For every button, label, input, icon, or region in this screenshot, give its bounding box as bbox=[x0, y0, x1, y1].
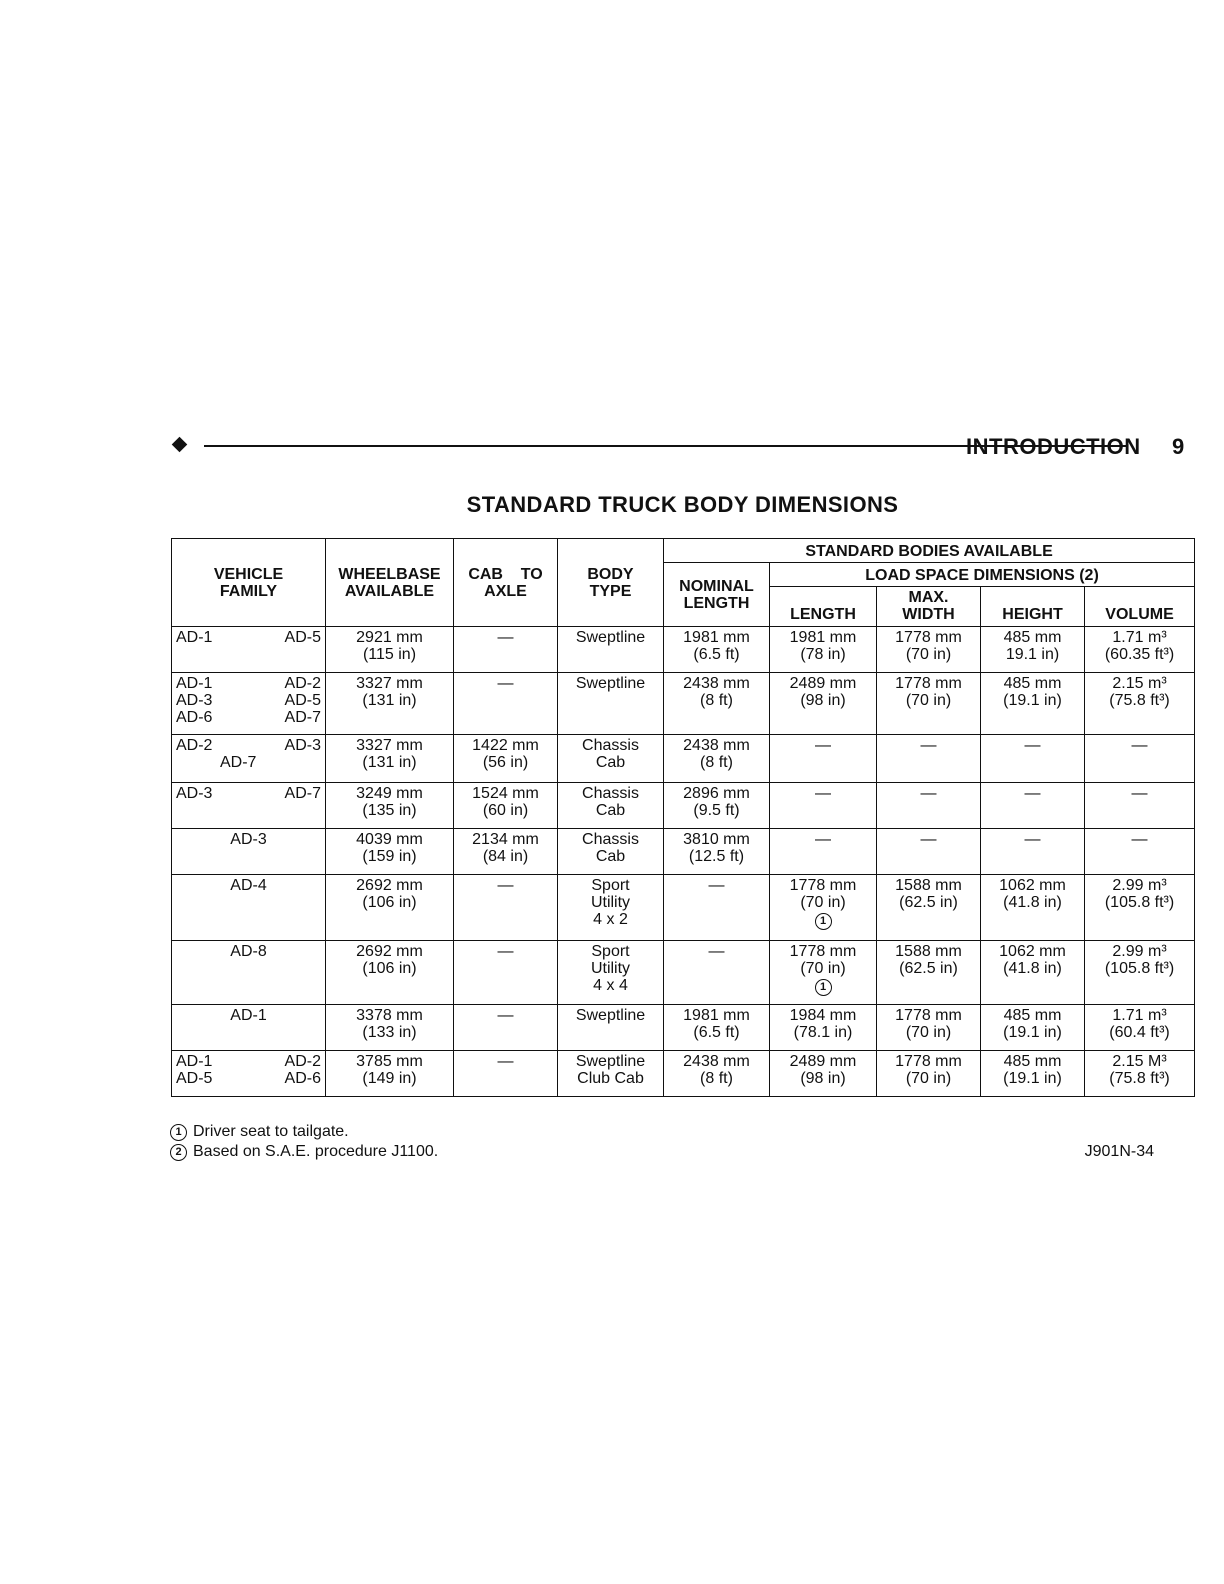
cell-length: 2489 mm (98 in) bbox=[770, 1051, 877, 1097]
cell-volume: 2.99 m³ (105.8 ft³) bbox=[1085, 875, 1195, 941]
cell-width: 1778 mm (70 in) bbox=[877, 1051, 981, 1097]
family-list: AD-1 AD-2 AD-5 AD-6 bbox=[176, 1053, 321, 1087]
header-family: VEHICLE FAMILY bbox=[172, 539, 326, 627]
table-row bbox=[172, 1005, 1195, 1051]
family-list: AD-4 bbox=[230, 877, 267, 894]
dimensions-table bbox=[171, 538, 1195, 1097]
cell-wheelbase: 3327 mm (131 in) bbox=[326, 673, 454, 735]
cell-wheelbase: 2692 mm (106 in) bbox=[326, 941, 454, 1005]
cell-length: 1981 mm (78 in) bbox=[770, 627, 877, 673]
cell-nominal: 2438 mm (8 ft) bbox=[664, 735, 770, 783]
cell-cab: — bbox=[454, 1051, 558, 1097]
cell-length: 1984 mm (78.1 in) bbox=[770, 1005, 877, 1051]
cell-height: 1062 mm (41.8 in) bbox=[981, 941, 1085, 1005]
header-max-width: MAX. WIDTH bbox=[877, 587, 981, 627]
cell-body: Chassis Cab bbox=[558, 783, 664, 829]
table-row bbox=[172, 829, 1195, 875]
figure-code: J901N-34 bbox=[1084, 1143, 1154, 1160]
circled-number-icon: 2 bbox=[170, 1144, 187, 1161]
cell-body: Sport Utility 4 x 4 bbox=[558, 941, 664, 1005]
cell-body: Sweptline bbox=[558, 1005, 664, 1051]
cell-body: Chassis Cab bbox=[558, 735, 664, 783]
cell-cab: — bbox=[454, 941, 558, 1005]
family-list: AD-2 AD-3 AD-7 bbox=[176, 737, 321, 771]
cell-family bbox=[172, 829, 326, 875]
page-title: STANDARD TRUCK BODY DIMENSIONS bbox=[466, 492, 899, 517]
cell-body: Sport Utility 4 x 2 bbox=[558, 875, 664, 941]
cell-width: 1778 mm (70 in) bbox=[877, 1005, 981, 1051]
circled-number-icon: 1 bbox=[170, 1124, 187, 1141]
cell-length: — bbox=[770, 829, 877, 875]
cell-width: — bbox=[877, 735, 981, 783]
cell-wheelbase: 2692 mm (106 in) bbox=[326, 875, 454, 941]
cell-height: 485 mm (19.1 in) bbox=[981, 673, 1085, 735]
cell-cab: — bbox=[454, 673, 558, 735]
cell-volume: 1.71 m³ (60.4 ft³) bbox=[1085, 1005, 1195, 1051]
cell-body: Sweptline Club Cab bbox=[558, 1051, 664, 1097]
cell-family bbox=[172, 1051, 326, 1097]
cell-height: 1062 mm (41.8 in) bbox=[981, 875, 1085, 941]
cell-family bbox=[172, 1005, 326, 1051]
cell-length: 2489 mm (98 in) bbox=[770, 673, 877, 735]
cell-wheelbase: 3378 mm (133 in) bbox=[326, 1005, 454, 1051]
cell-cab: — bbox=[454, 875, 558, 941]
header-body-type: BODY TYPE bbox=[558, 539, 664, 627]
cell-wheelbase: 4039 mm (159 in) bbox=[326, 829, 454, 875]
cell-wheelbase: 3327 mm (131 in) bbox=[326, 735, 454, 783]
cell-length: 1778 mm (70 in) 1 bbox=[770, 941, 877, 1005]
cell-height: 485 mm (19.1 in) bbox=[981, 1005, 1085, 1051]
cell-family bbox=[172, 627, 326, 673]
diamond-icon bbox=[172, 437, 188, 453]
section-title: INTRODUCTION bbox=[966, 434, 1141, 459]
footnote-2: 2 Based on S.A.E. procedure J1100. bbox=[170, 1142, 1200, 1162]
cell-family bbox=[172, 941, 326, 1005]
cell-family bbox=[172, 673, 326, 735]
cell-family bbox=[172, 875, 326, 941]
table-row bbox=[172, 627, 1195, 673]
cell-width: — bbox=[877, 829, 981, 875]
family-list: AD-3 AD-7 bbox=[176, 785, 321, 802]
family-list: AD-1 bbox=[230, 1007, 267, 1024]
cell-nominal: 2438 mm (8 ft) bbox=[664, 1051, 770, 1097]
table-row bbox=[172, 735, 1195, 783]
cell-length: — bbox=[770, 735, 877, 783]
footnotes bbox=[170, 1122, 1200, 1162]
table-body bbox=[172, 627, 1195, 1097]
circled-number-icon: 1 bbox=[815, 913, 832, 930]
cell-cab: — bbox=[454, 1005, 558, 1051]
cell-body: Chassis Cab bbox=[558, 829, 664, 875]
header-standard-bodies: STANDARD BODIES AVAILABLE bbox=[664, 539, 1195, 563]
table-row bbox=[172, 875, 1195, 941]
cell-cab: 1524 mm (60 in) bbox=[454, 783, 558, 829]
cell-wheelbase: 2921 mm (115 in) bbox=[326, 627, 454, 673]
cell-height: 485 mm 19.1 in) bbox=[981, 627, 1085, 673]
table-row bbox=[172, 1051, 1195, 1097]
header-wheelbase: WHEELBASE AVAILABLE bbox=[326, 539, 454, 627]
header-height: HEIGHT bbox=[981, 587, 1085, 627]
cell-body: Sweptline bbox=[558, 627, 664, 673]
page-header bbox=[170, 432, 1202, 462]
cell-nominal: 1981 mm (6.5 ft) bbox=[664, 627, 770, 673]
cell-volume: 2.15 m³ (75.8 ft³) bbox=[1085, 673, 1195, 735]
cell-family bbox=[172, 783, 326, 829]
cell-length: 1778 mm (70 in) 1 bbox=[770, 875, 877, 941]
cell-cab: 1422 mm (56 in) bbox=[454, 735, 558, 783]
cell-wheelbase: 3249 mm (135 in) bbox=[326, 783, 454, 829]
cell-height: — bbox=[981, 783, 1085, 829]
cell-family bbox=[172, 735, 326, 783]
cell-height: — bbox=[981, 829, 1085, 875]
circled-number-icon: 1 bbox=[815, 979, 832, 996]
header-nominal-length: NOMINAL LENGTH bbox=[664, 563, 770, 627]
family-list: AD-8 bbox=[230, 943, 267, 960]
cell-nominal: 3810 mm (12.5 ft) bbox=[664, 829, 770, 875]
page-number: 9 bbox=[1172, 434, 1185, 459]
header-volume: VOLUME bbox=[1085, 587, 1195, 627]
cell-height: — bbox=[981, 735, 1085, 783]
cell-width: — bbox=[877, 783, 981, 829]
cell-volume: — bbox=[1085, 783, 1195, 829]
cell-nominal: — bbox=[664, 941, 770, 1005]
cell-length: — bbox=[770, 783, 877, 829]
cell-volume: 2.99 m³ (105.8 ft³) bbox=[1085, 941, 1195, 1005]
header-length: LENGTH bbox=[770, 587, 877, 627]
cell-volume: 1.71 m³ (60.35 ft³) bbox=[1085, 627, 1195, 673]
cell-cab: 2134 mm (84 in) bbox=[454, 829, 558, 875]
cell-width: 1778 mm (70 in) bbox=[877, 627, 981, 673]
table-row bbox=[172, 783, 1195, 829]
cell-nominal: — bbox=[664, 875, 770, 941]
footnote-1: 1 Driver seat to tailgate. bbox=[170, 1122, 1200, 1142]
cell-body: Sweptline bbox=[558, 673, 664, 735]
cell-wheelbase: 3785 mm (149 in) bbox=[326, 1051, 454, 1097]
cell-nominal: 1981 mm (6.5 ft) bbox=[664, 1005, 770, 1051]
cell-volume: 2.15 M³ (75.8 ft³) bbox=[1085, 1051, 1195, 1097]
header-cab-axle: CAB TO AXLE bbox=[454, 539, 558, 627]
family-list: AD-3 bbox=[230, 831, 267, 848]
cell-width: 1588 mm (62.5 in) bbox=[877, 941, 981, 1005]
family-list: AD-1 AD-5 bbox=[176, 629, 321, 646]
cell-width: 1778 mm (70 in) bbox=[877, 673, 981, 735]
cell-width: 1588 mm (62.5 in) bbox=[877, 875, 981, 941]
cell-volume: — bbox=[1085, 735, 1195, 783]
cell-volume: — bbox=[1085, 829, 1195, 875]
family-list: AD-1 AD-2 AD-3 AD-5 AD-6 AD-7 bbox=[176, 675, 321, 726]
table-row bbox=[172, 941, 1195, 1005]
cell-nominal: 2896 mm (9.5 ft) bbox=[664, 783, 770, 829]
header-load-space: LOAD SPACE DIMENSIONS (2) bbox=[770, 563, 1195, 587]
cell-nominal: 2438 mm (8 ft) bbox=[664, 673, 770, 735]
table-row bbox=[172, 673, 1195, 735]
cell-height: 485 mm (19.1 in) bbox=[981, 1051, 1085, 1097]
cell-cab: — bbox=[454, 627, 558, 673]
